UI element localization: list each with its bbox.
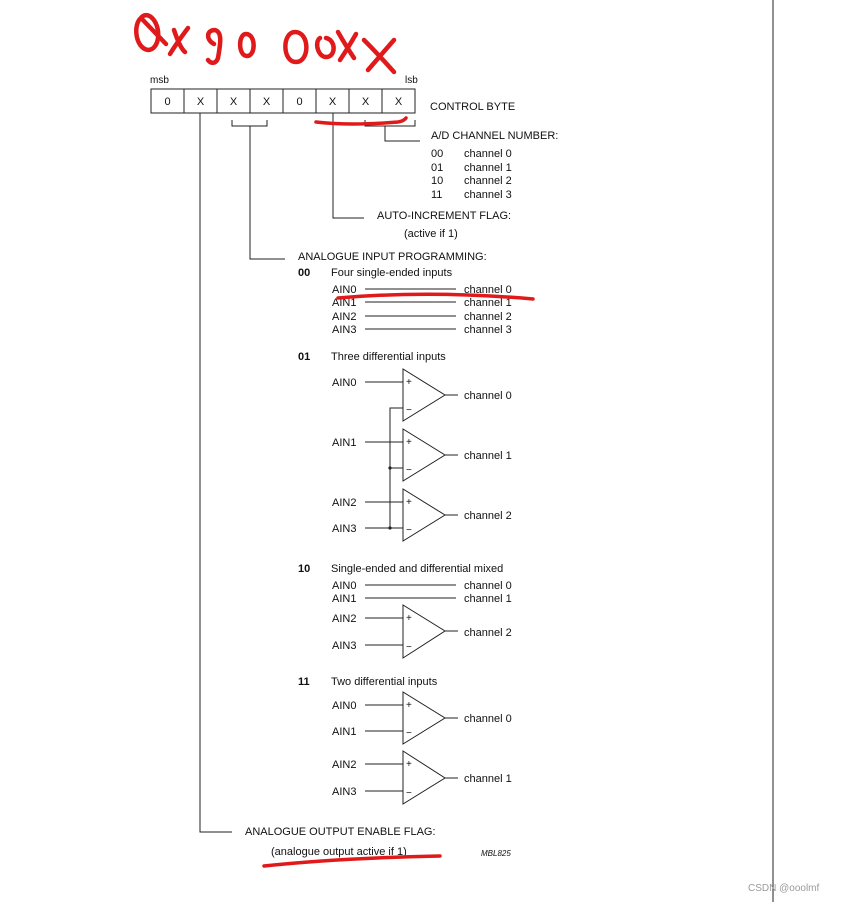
plus-sign: + [406, 497, 412, 508]
mode-10-in-3: AIN3 [332, 640, 357, 652]
mode-01-title: Three differential inputs [331, 351, 446, 363]
leader-analogue-input [250, 126, 285, 259]
figure-id: MBL825 [481, 849, 511, 858]
mode-00-in-0: AIN0 [332, 284, 357, 296]
mode-01-in-3: AIN3 [332, 523, 357, 535]
handwritten-annotation [136, 15, 394, 72]
amp-mode10 [403, 605, 445, 658]
ad-label-11: channel 3 [464, 189, 512, 201]
mode-00-in-2: AIN2 [332, 311, 357, 323]
mode-01 [298, 351, 512, 541]
mode-00-in-1: AIN1 [332, 297, 357, 309]
plus-sign: + [406, 437, 412, 448]
ad-label-10: channel 2 [464, 175, 512, 187]
ad-label-00: channel 0 [464, 148, 512, 160]
amp-ch0 [403, 369, 445, 421]
analogue-input-title: ANALOGUE INPUT PROGRAMMING: [298, 251, 487, 263]
minus-sign: − [406, 728, 412, 739]
mode-10-in-2: AIN2 [332, 613, 357, 625]
mode-00-out-2: channel 2 [464, 311, 512, 323]
ad-code-10: 10 [431, 175, 444, 187]
mode-00-out-1: channel 1 [464, 297, 512, 309]
bit-2: X [328, 96, 337, 108]
mode-11-out-1: channel 1 [464, 773, 512, 785]
ad-code-01: 01 [431, 162, 444, 174]
mode-01-out-1: channel 1 [464, 450, 512, 462]
mode-00-code: 00 [298, 267, 311, 279]
bracket-bits-5-4 [232, 120, 267, 126]
ad-channel-title: A/D CHANNEL NUMBER: [431, 130, 559, 142]
mode-10-title: Single-ended and differential mixed [331, 563, 504, 575]
mode-10 [298, 563, 512, 658]
analogue-output-section [245, 826, 511, 858]
mode-10-in-1: AIN1 [332, 593, 357, 605]
underline-lower-bits [316, 118, 406, 124]
ad-code-11: 11 [431, 189, 443, 201]
watermark: CSDN @ooolmf [748, 883, 820, 894]
mode-11-title: Two differential inputs [331, 676, 438, 688]
mode-00-out-3: channel 3 [464, 324, 512, 336]
mode-01-out-2: channel 2 [464, 510, 512, 522]
mode-10-in-0: AIN0 [332, 580, 357, 592]
mode-01-in-1: AIN1 [332, 437, 357, 449]
mode-00-title: Four single-ended inputs [331, 267, 453, 279]
plus-sign: + [406, 613, 412, 624]
bit-4: X [262, 96, 271, 108]
mode-00-in-3: AIN3 [332, 324, 357, 336]
auto-increment-section [377, 210, 511, 240]
minus-sign: − [406, 788, 412, 799]
leader-analogue-output [200, 113, 232, 832]
mode-11 [298, 676, 512, 804]
amp-mode11-ch1 [403, 751, 445, 804]
lsb-label: lsb [405, 75, 418, 86]
mode-10-code: 10 [298, 563, 311, 575]
red-underlines [264, 118, 533, 866]
ad-channel-section [431, 130, 558, 201]
bit-3: 0 [296, 96, 303, 108]
bit-6: X [196, 96, 205, 108]
leader-auto-increment [333, 113, 364, 218]
plus-sign: + [406, 377, 412, 388]
amp-ch1 [403, 429, 445, 481]
bit-0: X [394, 96, 403, 108]
ad-label-01: channel 1 [464, 162, 512, 174]
mode-00 [298, 267, 512, 336]
plus-sign: + [406, 759, 412, 770]
control-byte-title: CONTROL BYTE [430, 101, 516, 113]
junction-dot [388, 526, 391, 529]
analogue-output-note: (analogue output active if 1) [271, 846, 407, 858]
bit-1: X [361, 96, 370, 108]
leader-ad-channel [385, 126, 420, 141]
plus-sign: + [406, 700, 412, 711]
mode-11-in-3: AIN3 [332, 786, 357, 798]
auto-increment-title: AUTO-INCREMENT FLAG: [377, 210, 512, 222]
minus-sign: − [406, 525, 412, 536]
mode-10-out-0: channel 0 [464, 580, 512, 592]
bit-5: X [229, 96, 238, 108]
auto-increment-note: (active if 1) [404, 228, 458, 240]
minus-sign: − [406, 642, 412, 653]
mode-01-code: 01 [298, 351, 311, 363]
mode-11-code: 11 [298, 676, 310, 688]
mode-11-in-2: AIN2 [332, 759, 357, 771]
control-byte [150, 75, 515, 113]
minus-sign: − [406, 465, 412, 476]
bit-7: 0 [164, 96, 171, 108]
mode-11-in-1: AIN1 [332, 726, 357, 738]
mode-10-out-1: channel 1 [464, 593, 512, 605]
mode-10-out-2: channel 2 [464, 627, 512, 639]
junction-dot [388, 466, 391, 469]
mode-01-in-0: AIN0 [332, 377, 357, 389]
mode-11-out-0: channel 0 [464, 713, 512, 725]
mode-11-in-0: AIN0 [332, 700, 357, 712]
amp-ch2 [403, 489, 445, 541]
mode-01-in-2: AIN2 [332, 497, 357, 509]
minus-sign: − [406, 405, 412, 416]
analogue-output-title: ANALOGUE OUTPUT ENABLE FLAG: [245, 826, 436, 838]
ad-code-00: 00 [431, 148, 444, 160]
mode-00-out-0: channel 0 [464, 284, 512, 296]
msb-label: msb [150, 75, 169, 86]
amp-mode11-ch0 [403, 692, 445, 744]
mode-01-out-0: channel 0 [464, 390, 512, 402]
